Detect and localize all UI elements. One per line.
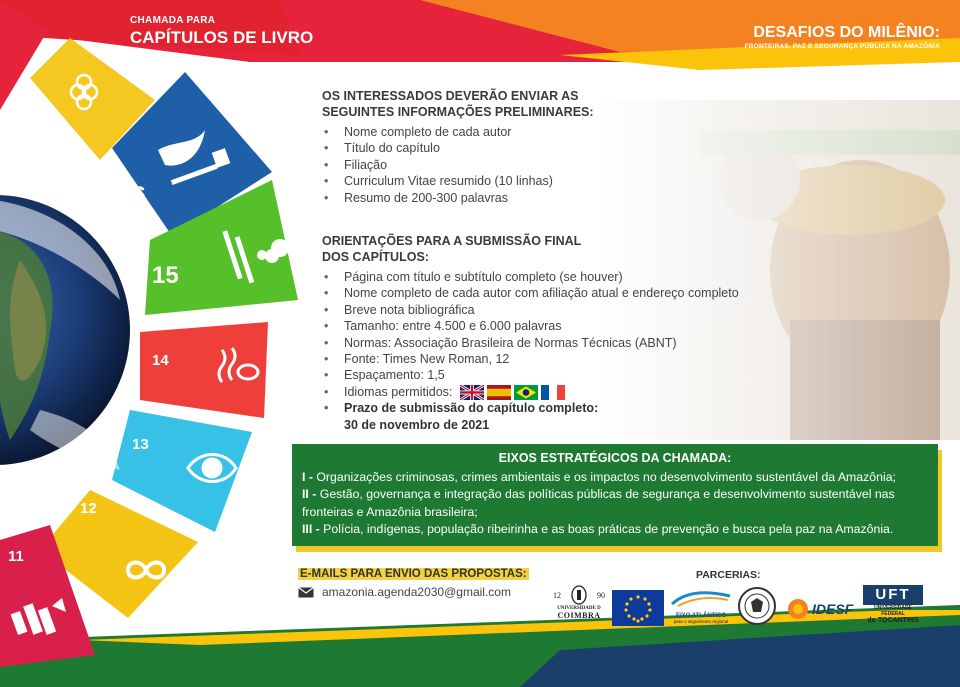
list-item: • Nome completo de cada autor xyxy=(322,124,553,140)
sdg-12-number: 12 xyxy=(80,500,97,517)
eixo-line1: EIXO ATLÂNTICO xyxy=(676,613,726,619)
section2-title-line1: ORIENTAÇÕES PARA A SUBMISSÃO FINAL xyxy=(322,234,582,248)
sdg-17-number: 17 xyxy=(48,129,70,150)
eixo-atlantico-logo xyxy=(670,588,732,624)
deadline-date: 30 de novembro de 2021 xyxy=(344,417,490,432)
list-item: • Fonte: Times New Roman, 12 xyxy=(322,351,739,367)
idesf-emblem-icon xyxy=(787,598,809,620)
sdg-11-number: 11 xyxy=(8,548,24,565)
sdg-16-number: 16 xyxy=(119,182,146,209)
coimbra-line1: UNIVERSIDADE D xyxy=(557,606,601,611)
brazil-flag-icon xyxy=(514,385,538,400)
email-address[interactable]: amazonia.agenda2030@gmail.com xyxy=(322,585,511,599)
list-item: • Tamanho: entre 4.500 e 6.000 palavras xyxy=(322,318,739,334)
eu-flag-logo xyxy=(612,590,664,626)
eixo-text: Polícia, indígenas, população ribeirinha e as boas práticas de prevenção e busca pela paz na Amazônia. xyxy=(319,522,894,536)
spain-flag-icon xyxy=(487,385,511,400)
france-flag-icon xyxy=(541,385,565,400)
event-subtitle: FRONTEIRAS, PAZ E SEGURANÇA PÚBLICA NA AMAZÔNIA xyxy=(744,43,940,50)
section1-title-line1: OS INTERESSADOS DEVERÃO ENVIAR AS xyxy=(322,89,579,103)
section1-title-line2: SEGUINTES INFORMAÇÕES PRELIMINARES: xyxy=(322,105,594,119)
uft-logo xyxy=(863,585,923,624)
sdg-14-number: 14 xyxy=(152,352,169,369)
list-item: • Título do capítulo xyxy=(322,140,553,156)
language-flags xyxy=(460,385,565,400)
languages-label: Idiomas permitidos: xyxy=(344,384,453,399)
eixos-box xyxy=(292,444,938,546)
coimbra-year-right: 90 xyxy=(597,590,605,600)
wave-icon xyxy=(670,588,732,608)
eixo-line2: para o seguimento regional xyxy=(673,619,729,624)
section1-title xyxy=(322,88,622,120)
list-item: • Página com título e subtítulo completo (se houver) xyxy=(322,269,739,285)
coimbra-year-left: 12 xyxy=(553,590,561,600)
eixo-text: Gestão, governança e integração das políticas públicas de segurança e desenvolvimento sustentável nas fronteiras e Amazônia brasileira; xyxy=(302,487,895,519)
coimbra-crest-icon xyxy=(570,584,588,606)
list-item: • Resumo de 200-300 palavras xyxy=(322,190,553,206)
eixos-title: EIXOS ESTRATÉGICOS DA CHAMADA: xyxy=(498,451,732,465)
section2-title-line2: DOS CAPÍTULOS: xyxy=(322,250,429,264)
eixo-number: III - xyxy=(302,522,320,536)
section1-list xyxy=(322,124,553,206)
coimbra-line2: COIMBRA xyxy=(557,611,601,620)
police-seal-logo xyxy=(737,586,777,626)
eixo-item xyxy=(302,486,928,521)
call-tag-title: CAPÍTULOS DE LIVRO xyxy=(130,28,314,47)
sdg-13-number: 13 xyxy=(132,436,149,453)
call-tag-small: CHAMADA PARA xyxy=(130,15,216,26)
sdg-15-number: 15 xyxy=(152,262,179,289)
section2-title xyxy=(322,233,622,265)
uk-flag-icon xyxy=(460,385,484,400)
list-item: • Normas: Associação Brasileira de Normas Técnicas (ABNT) xyxy=(322,335,739,351)
list-item: • Breve nota bibliográfica xyxy=(322,302,739,318)
uft-line2: do TOCANTINS xyxy=(867,617,919,624)
list-item: • Nome completo de cada autor com afiliação atual e endereço completo xyxy=(322,285,739,301)
deadline-label: • Prazo de submissão do capítulo completo: xyxy=(344,401,599,416)
email-line xyxy=(298,585,511,599)
partners-title: PARCERIAS: xyxy=(696,569,761,581)
list-item: • Curriculum Vitae resumido (10 linhas) xyxy=(322,173,553,189)
section2-list xyxy=(322,269,739,433)
eixo-item xyxy=(302,521,928,539)
idesf-text: IDESF xyxy=(812,601,854,617)
deadline-item xyxy=(322,400,739,433)
emails-title: E-MAILS PARA ENVIO DAS PROPOSTAS: xyxy=(300,568,527,580)
list-item: • Espaçamento: 1,5 xyxy=(322,367,739,383)
event-title: DESAFIOS DO MILÊNIO: xyxy=(753,24,940,41)
coimbra-logo xyxy=(553,584,605,620)
list-item: • Filiação xyxy=(322,157,553,173)
uft-line1: UNIVERSIDADE FEDERAL xyxy=(874,605,912,617)
list-item-languages xyxy=(322,384,739,400)
eixo-text: Organizações criminosas, crimes ambientais e os impactos no desenvolvimento sustentável da Amazônia; xyxy=(312,469,896,484)
eixo-number: II - xyxy=(302,487,317,501)
envelope-icon xyxy=(298,587,314,598)
uft-logo-text: UFT xyxy=(863,585,923,605)
idesf-logo xyxy=(787,598,853,620)
eixo-item xyxy=(302,469,928,487)
sdg-14-segment xyxy=(140,322,268,418)
eixo-number: I - xyxy=(302,469,313,484)
